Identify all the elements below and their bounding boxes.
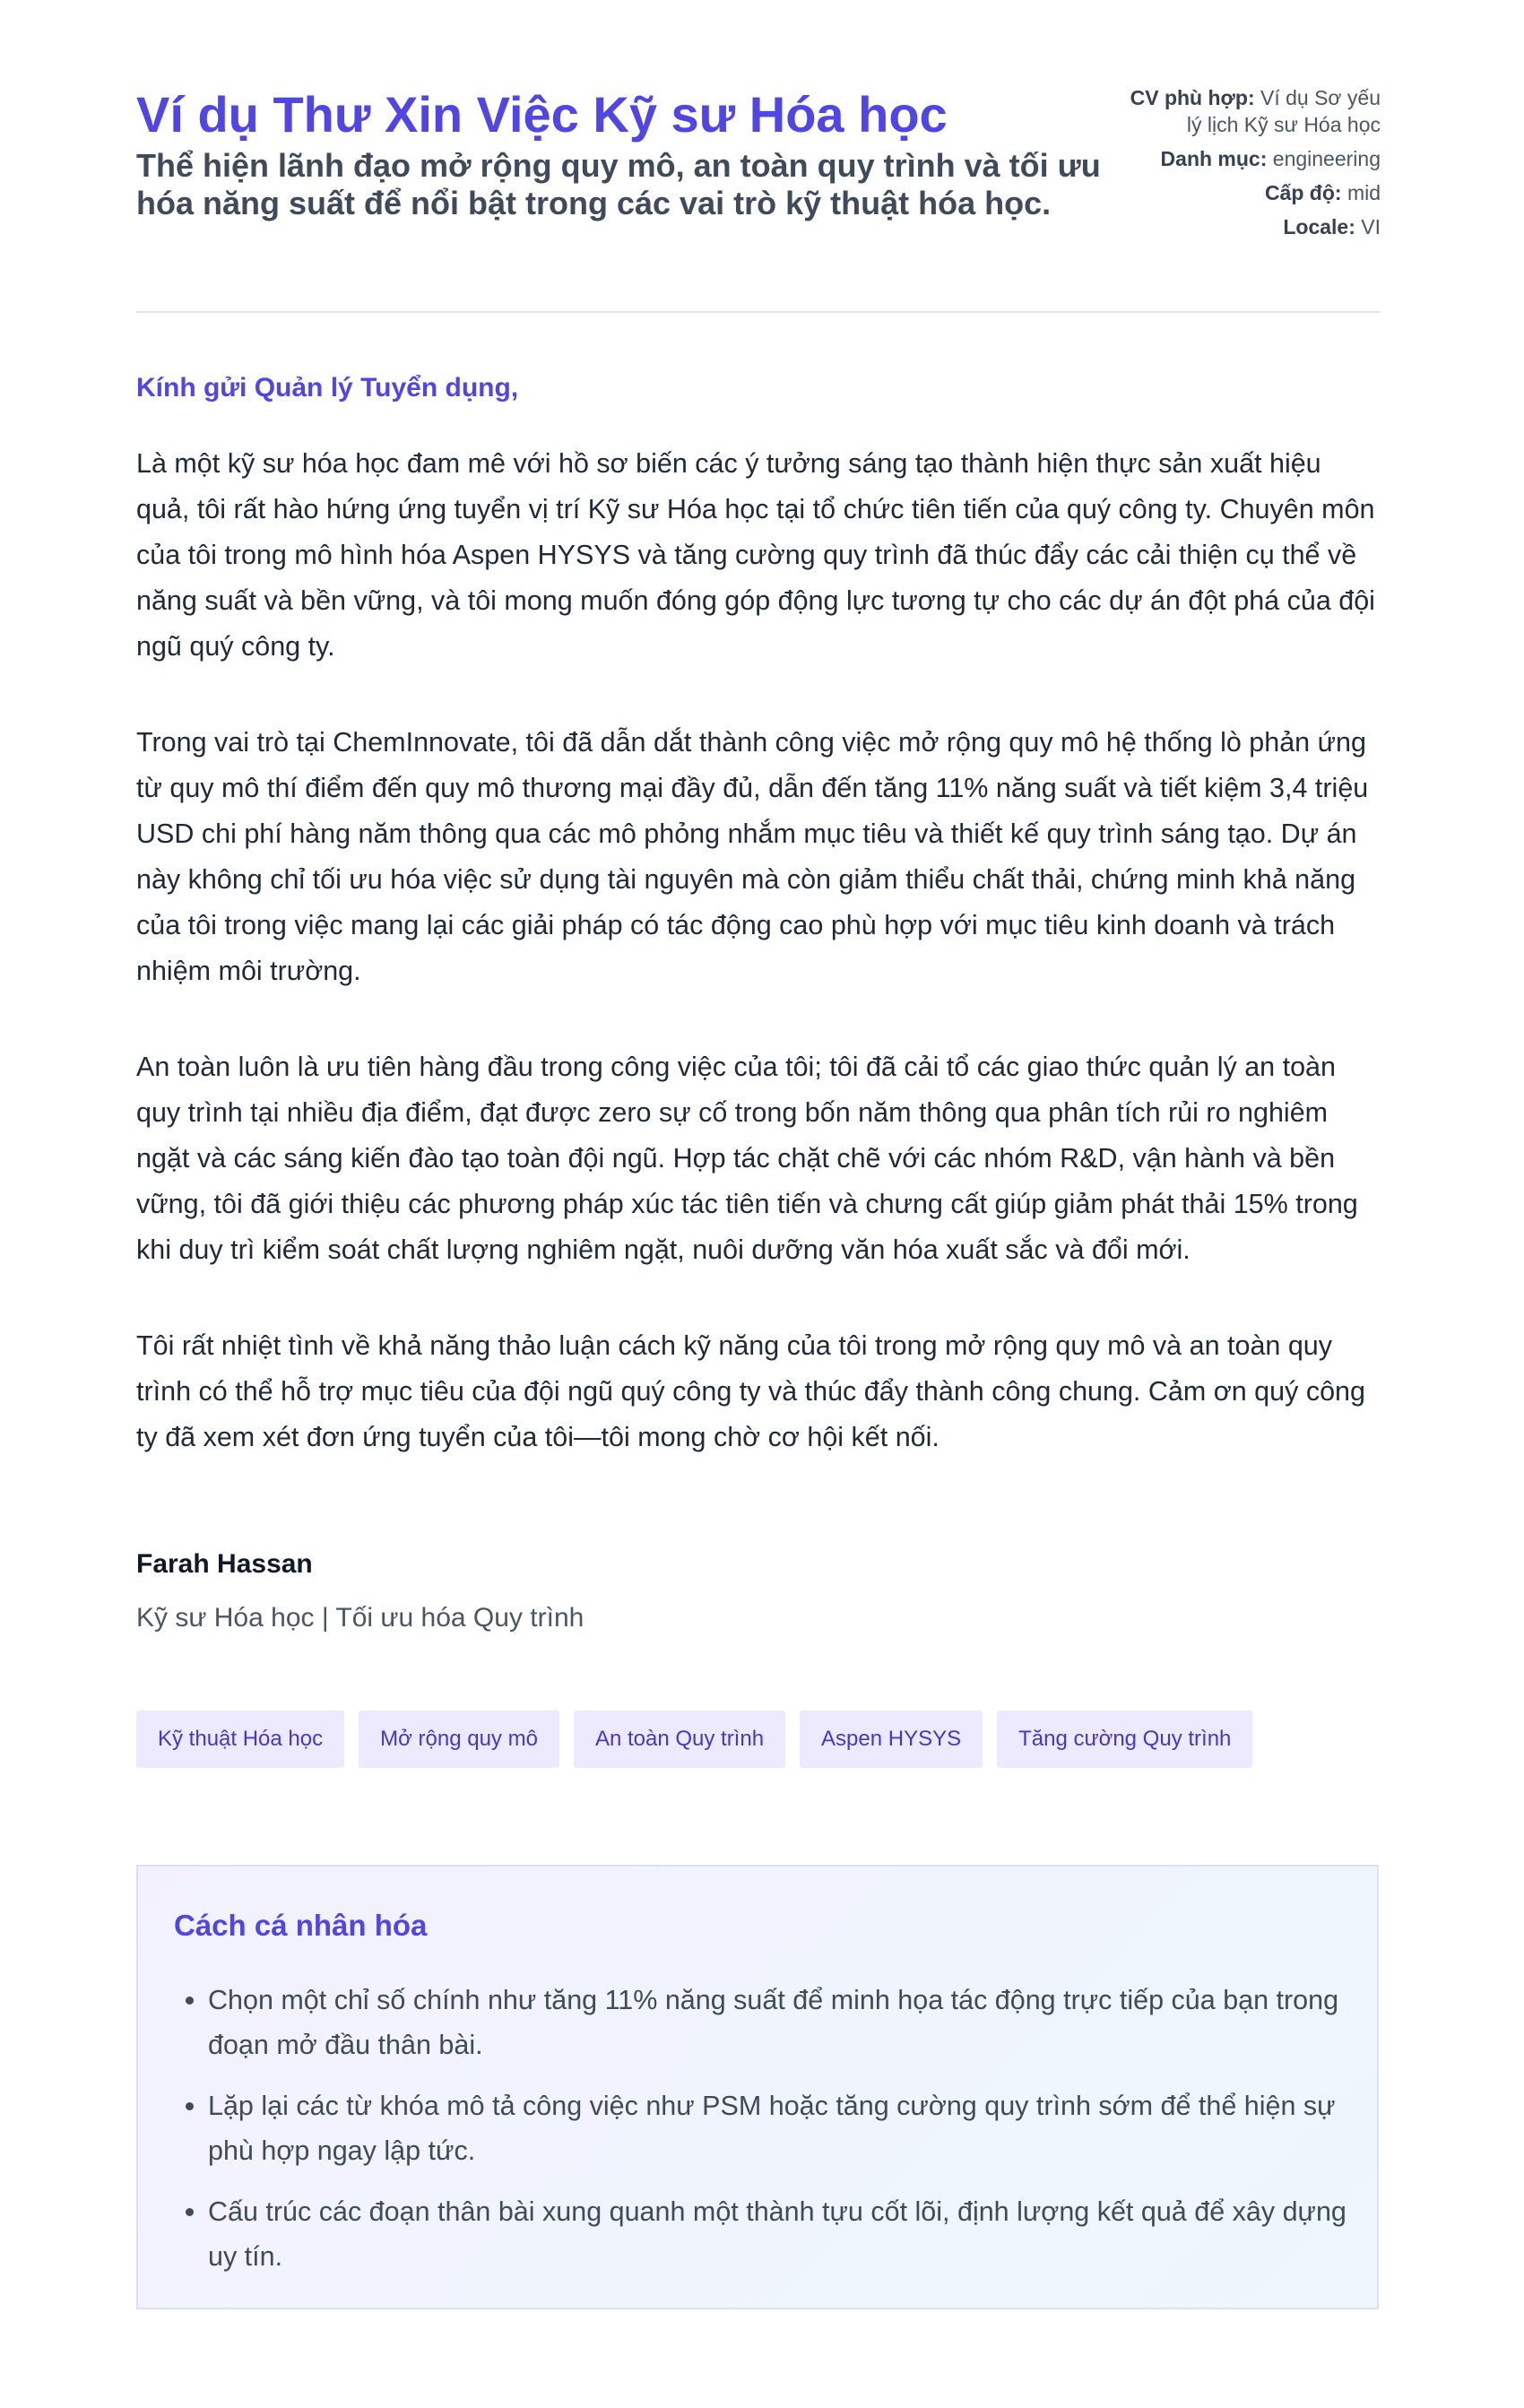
tag-chemical-engineering[interactable]: Kỹ thuật Hóa học [136, 1711, 344, 1768]
signature-role: Kỹ sư Hóa học | Tối ưu hóa Quy trình [136, 1603, 584, 1633]
meta-locale-label: Locale: [1283, 215, 1355, 238]
tag-process-intensification[interactable]: Tăng cường Quy trình [997, 1711, 1252, 1768]
meta-category [1112, 145, 1381, 172]
meta-level-label: Cấp độ: [1264, 181, 1342, 204]
meta-panel [1112, 84, 1381, 247]
meta-level-value: mid [1346, 181, 1381, 204]
tip-item: • Chọn một chỉ số chính như tăng 11% năng suất để minh họa tác động trực tiếp của bạn trong đoạn mở đầu thân bài. [208, 1978, 1364, 2067]
tag-scale-up[interactable]: Mở rộng quy mô [359, 1711, 559, 1768]
letter-body [136, 368, 1381, 1460]
tag-process-safety[interactable]: An toàn Quy trình [574, 1711, 785, 1768]
page-title: Ví dụ Thư Xin Việc Kỹ sư Hóa học [136, 86, 948, 143]
page-header [136, 82, 1381, 312]
meta-category-value: engineering [1272, 147, 1381, 170]
page-subtitle: Thể hiện lãnh đạo mở rộng quy mô, an toàn quy trình và tối ưu hóa năng suất để nổi bật trong các vai trò kỹ thuật hóa học. [136, 147, 1101, 221]
tag-aspen-hysys[interactable]: Aspen HYSYS [800, 1711, 983, 1768]
tip-item: • Cấu trúc các đoạn thân bài xung quanh một thành tựu cốt lõi, định lượng kết quả để xây dựng uy tín. [208, 2189, 1364, 2279]
signature-name: Farah Hassan [136, 1549, 313, 1579]
meta-locale [1112, 213, 1381, 240]
letter-greeting: Kính gửi Quản lý Tuyển dụng, [136, 373, 519, 403]
meta-cv-label: CV phù hợp: [1130, 86, 1255, 109]
meta-category-label: Danh mục: [1160, 147, 1268, 170]
tip-item: • Lặp lại các từ khóa mô tả công việc như PSM hoặc tăng cường quy trình sớm để thể hiện sự phù hợp ngay lập tức. [208, 2083, 1364, 2173]
personalization-tips [136, 1865, 1379, 2309]
letter-paragraph: Tôi rất nhiệt tình về khả năng thảo luận cách kỹ năng của tôi trong mở rộng quy mô và an toàn quy trình có thể hỗ trợ mục tiêu của đội ngũ quý công ty và thúc đẩy thành công chung. Cảm ơn quý công ty đã xem xét đơn ứng tuyển của tôi—tôi mong chờ cơ hội kết nối. [136, 1330, 1365, 1452]
header-divider [136, 311, 1381, 313]
tips-title: Cách cá nhân hóa [174, 1909, 428, 1942]
tips-list [174, 1978, 1364, 2295]
letter-paragraph: Trong vai trò tại ChemInnovate, tôi đã dẫn dắt thành công việc mở rộng quy mô hệ thống lò phản ứng từ quy mô thí điểm đến quy mô thương mại đầy đủ, dẫn đến tăng 11% năng suất và tiết kiệm 3,4 triệu USD chi phí hàng năm thông qua các mô phỏng nhắm mục tiêu và thiết kế quy trình sáng tạo. Dự án này không chỉ tối ưu hóa việc sử dụng tài nguyên mà còn giảm thiểu chất thải, chứng minh khả năng của tôi trong việc mang lại các giải pháp có tác động cao phù hợp với mục tiêu kinh doanh và trách nhiệm môi trường. [136, 727, 1369, 986]
meta-locale-value: VI [1361, 215, 1381, 238]
letter-paragraph: An toàn luôn là ưu tiên hàng đầu trong công việc của tôi; tôi đã cải tổ các giao thức quản lý an toàn quy trình tại nhiều địa điểm, đạt được zero sự cố trong bốn năm thông qua phân tích rủi ro nghiêm ngặt và các sáng kiến đào tạo toàn đội ngũ. Hợp tác chặt chẽ với các nhóm R&D, vận hành và bền vững, tôi đã giới thiệu các phương pháp xúc tác tiên tiến và chưng cất giúp giảm phát thải 15% trong khi duy trì kiểm soát chất lượng nghiêm ngặt, nuôi dưỡng văn hóa xuất sắc và đổi mới. [136, 1052, 1358, 1265]
letter-paragraph: Là một kỹ sư hóa học đam mê với hồ sơ biến các ý tưởng sáng tạo thành hiện thực sản xuất hiệu quả, tôi rất hào hứng ứng tuyển vị trí Kỹ sư Hóa học tại tổ chức tiên tiến của quý công ty. Chuyên môn của tôi trong mô hình hóa Aspen HYSYS và tăng cường quy trình đã thúc đẩy các cải thiện cụ thể về năng suất và bền vững, và tôi mong muốn đóng góp động lực tương tự cho các dự án đột phá của đội ngũ quý công ty. [136, 448, 1375, 662]
meta-level [1112, 179, 1381, 206]
meta-cv [1112, 84, 1381, 138]
tag-list [136, 1711, 1252, 1768]
meta-cv-value: Ví dụ Sơ yếu lý lịch Kỹ sư Hóa học [1186, 86, 1381, 136]
